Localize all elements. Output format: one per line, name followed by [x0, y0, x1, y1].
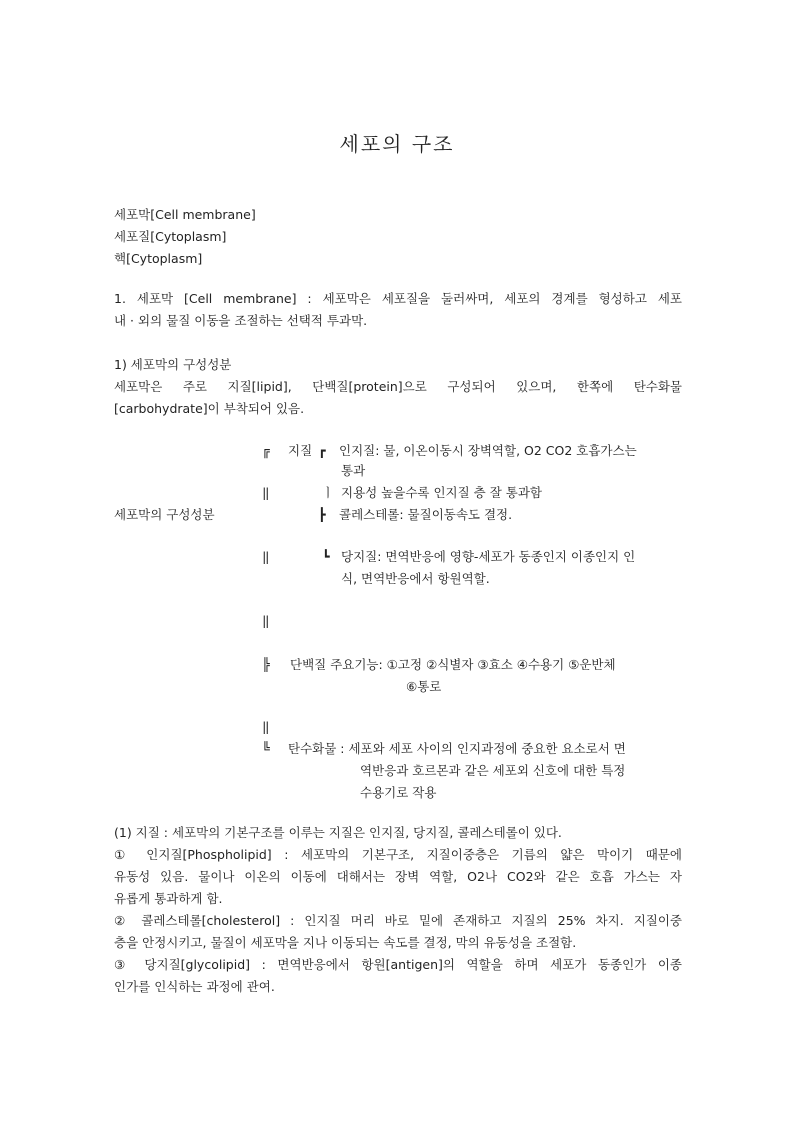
diagram-cholesterol: 콜레스테롤: 물질이동속도 결정. [339, 507, 513, 522]
diagram-sub-bracket-top: ┏ [318, 443, 326, 458]
diagram-sub-bracket-bar: ㅣ [322, 485, 335, 500]
toc-item-cytoplasm: 세포질[Cytoplasm] [114, 229, 227, 244]
section-cell-membrane [114, 288, 682, 332]
diagram-carbohydrate-line-3: 수용기로 작용 [360, 785, 437, 800]
lipids-phospholipid-line-3: 유롭게 통과하게 함. [114, 891, 223, 906]
lipids-cholesterol-line-1: ② 콜레스테롤[cholesterol] : 인지질 머리 바로 밑에 존재하고 지질의 25% 차지. 지질이중 [114, 913, 682, 928]
lipids-phospholipid-line-1: ① 인지질[Phospholipid] : 세포막의 기본구조, 지질이중층은 기름의 얇은 막이기 때문에 [114, 847, 682, 862]
diagram-glycolipid-line-2: 식, 면역반응에서 항원역할. [341, 571, 490, 586]
diagram-bracket-top: ╔ [262, 443, 270, 458]
subsection-components [114, 354, 682, 420]
diagram-bracket-bar-1: ‖ [262, 485, 270, 500]
diagram-sub-bracket-bottom: ┗ [322, 549, 330, 564]
section-cell-membrane-line-2: 내 · 외의 물질 이동을 조절하는 선택적 투과막. [114, 313, 368, 328]
lipids-glycolipid-line-2: 인가를 인식하는 과정에 관여. [114, 979, 275, 994]
lipids-phospholipid-line-2: 유동성 있음. 물이나 이온의 이동에 대해서는 장벽 역할, O2나 CO2와 같은 호흡 가스는 자 [114, 869, 682, 884]
diagram-bracket-bar-3: ‖ [262, 613, 270, 628]
section-lipids [114, 822, 682, 998]
toc-list [114, 204, 682, 270]
diagram-phospholipid-line-2: 통과 [341, 463, 366, 478]
diagram-carbohydrate-line-1: 탄수화물 : 세포와 세포 사이의 인지과정에 중요한 요소로서 면 [288, 741, 626, 756]
subsection-components-line-2: [carbohydrate]이 부착되어 있음. [114, 401, 305, 416]
diagram-lipid-label: 지질 [288, 443, 313, 458]
diagram-phospholipid-line-1: 인지질: 물, 이온이동시 장벽역할, O2 CO2 호흡가스는 [339, 443, 637, 458]
diagram-protein-line-2: ⑥통로 [406, 679, 442, 694]
toc-item-nucleus: 핵[Cytoplasm] [114, 251, 203, 266]
lipids-cholesterol-line-2: 층을 안정시키고, 물질이 세포막을 지나 이동되는 속도를 결정, 막의 유동성을 조절함. [114, 935, 577, 950]
diagram-protein-line-1: 단백질 주요기능: ①고정 ②식별자 ③효소 ④수용기 ⑤운반체 [290, 657, 616, 672]
section-cell-membrane-line-1: 1. 세포막 [Cell membrane] : 세포막은 세포질을 둘러싸며, 세포의 경계를 형성하고 세포 [114, 291, 682, 306]
lipids-heading: (1) 지질 : 세포막의 기본구조를 이루는 지질은 인지질, 당지질, 콜레스테롤이 있다. [114, 825, 562, 840]
toc-item-cell-membrane: 세포막[Cell membrane] [114, 207, 256, 222]
diagram-bracket-bottom: ╚ [262, 741, 270, 756]
lipids-glycolipid-line-1: ③ 당지질[glycolipid] : 면역반응에서 항원[antigen]의 역할을 하며 세포가 동종인가 이종 [114, 957, 682, 972]
diagram-sub-bracket-mid: ┣ [318, 507, 326, 522]
diagram-glycolipid-line-1: 당지질: 면역반응에 영향-세포가 동종인지 이종인지 인 [341, 549, 636, 564]
subsection-components-heading: 1) 세포막의 구성성분 [114, 357, 232, 372]
diagram-phospholipid-line-3: 지용성 높을수록 인지질 층 잘 통과함 [341, 485, 542, 500]
page-title: 세포의 구조 [339, 132, 455, 156]
diagram-bracket-mid: ╠ [262, 657, 270, 672]
diagram-bracket-bar-4: ‖ [262, 719, 270, 734]
diagram-carbohydrate-line-2: 역반응과 호르몬과 같은 세포외 신호에 대한 특정 [360, 763, 626, 778]
diagram-root-label: 세포막의 구성성분 [114, 507, 215, 522]
diagram-bracket-bar-2: ‖ [262, 549, 270, 564]
subsection-components-line-1: 세포막은 주로 지질[lipid], 단백질[protein]으로 구성되어 있으며, 한쪽에 탄수화물 [114, 379, 682, 394]
